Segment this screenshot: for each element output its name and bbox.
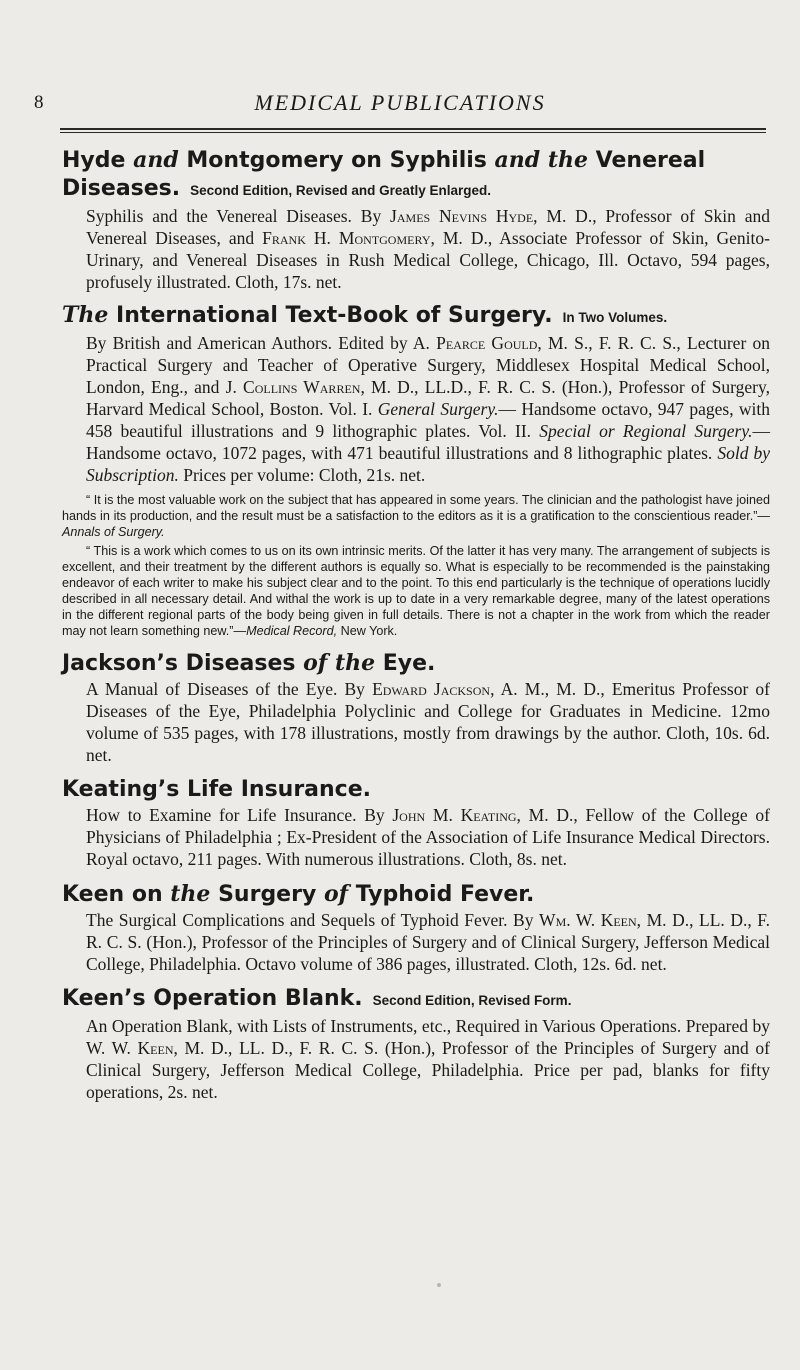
volume-title: Special or Regional Surgery.	[539, 421, 753, 441]
text-run: , M. D., Associate Professor of Skin, Genito-Urinary, and Venereal Diseases in Rush Medical College, Chicago, Ill. Octavo, 594 pages, profusely illustrated. Cloth, 17s. net.	[86, 228, 770, 292]
text-run: How to Examine for Life Insurance. By	[86, 805, 393, 825]
edition-note: Second Edition, Revised Form.	[372, 993, 572, 1008]
entry-international-text-book	[62, 301, 770, 639]
running-head: MEDICAL PUBLICATIONS	[254, 90, 546, 115]
heading-part: International Text-Book of Surgery.	[108, 303, 553, 328]
text-run: By British and American Authors. Edited by A.	[86, 333, 437, 353]
text-run: , M. D., LL. D., F. R. C. S. (Hon.), Professor of the Principles of Surgery and of Clinical Surgery, Jefferson Medical College, Philadelphia. Price per pad, blanks for fifty operations, 2s. net.	[86, 1038, 770, 1102]
entry-keen-typhoid	[62, 880, 770, 975]
entry-keen-operation-blank	[62, 985, 770, 1103]
entry-hyde-montgomery	[62, 146, 770, 293]
entry-description	[86, 678, 770, 766]
text-run: A Manual of Diseases of the Eye. By	[86, 679, 373, 699]
text-run: , M. D., LL. D., F. R. C. S. (Hon.), Professor of the Principles of Surgery and of Clinical Surgery, Jefferson Medical College, Philadelphia. Octavo volume of 386 pages, illustrated. Cloth, 12s. 6d. net.	[86, 910, 771, 974]
heading-part: Jackson’s Diseases	[62, 651, 304, 676]
text-run: , M. S., F. R. C. S., Lecturer on Practical Surgery and Teacher of Operative Surgery, Middlesex Hospital Medical School, London, Eng., and J.	[86, 333, 770, 397]
entry-description	[86, 332, 770, 486]
heading-part: The	[62, 302, 109, 328]
edition-note: Second Edition, Revised and Greatly Enlarged.	[190, 183, 491, 198]
author-name: Frank H. Montgomery	[262, 228, 431, 248]
heading-part	[327, 651, 335, 676]
text-run: , M. D., LL.D., F. R. C. S. (Hon.), Professor of Surgery, Harvard Medical School, Boston. Vol. I.	[86, 377, 770, 419]
text-run: —Handsome octavo, 1072 pages, with 471 beautiful illustrations and 8 lithographic plates.	[86, 421, 770, 463]
author-name: James Nevins Hyde	[390, 206, 534, 226]
entry-heading	[62, 649, 770, 678]
heading-part: Surgery	[210, 882, 324, 907]
heading-part: Keen on	[62, 882, 171, 907]
edition-note: In Two Volumes.	[562, 310, 668, 325]
text-run: — Handsome octavo, 947 pages, with 458 beautiful illustrations and 9 lithographic plates. Vol. II.	[86, 399, 770, 441]
heading-part: Hyde	[62, 148, 134, 173]
entry-heading: Keating’s Life Insurance.	[62, 777, 371, 802]
heading-part: Eye.	[375, 651, 436, 676]
text-run: The Surgical Complications and Sequels of Typhoid Fever. By	[86, 910, 540, 930]
entry-heading	[62, 301, 770, 332]
volume-title: General Surgery.	[377, 399, 499, 419]
page-number: 8	[34, 92, 44, 113]
entry-description	[86, 1015, 770, 1103]
heading-part: Typhoid Fever.	[348, 882, 535, 907]
subscription-note: Sold by Subscription.	[86, 443, 770, 485]
entry-heading	[62, 880, 770, 909]
heading-part: and	[133, 147, 179, 173]
author-name: Keen	[137, 1038, 174, 1058]
quote-source: Annals of Surgery.	[62, 525, 165, 539]
heading-part: of	[303, 650, 328, 676]
entry-heading	[62, 146, 770, 205]
header-rule-thin	[60, 132, 766, 133]
heading-part: Montgomery on Syphilis	[178, 148, 495, 173]
heading-part: Keen’s Operation Blank.	[62, 986, 363, 1011]
quote-source: Medical Record,	[246, 624, 338, 638]
author-name: Wm. W. Keen	[539, 910, 637, 930]
quote-text: “ This is a work which comes to us on its own intrinsic merits. Of the latter it has very many. The arrangement of subjects is excellent, and their treatment by the different authors is equally so. What is especially to be recommended is the painstaking endeavor of each writer to make his subject clear and to the point. To this end particularly is the technique of operations lucidly described in all necessary detail. And withal the work is up to date in a very remarkable degree, many of the latest operations in the different regional parts of the body being given in full details. There is not a chapter in the work from which the reader may not learn something new.”—	[62, 544, 770, 638]
review-quote	[62, 492, 770, 540]
heading-part: the	[334, 650, 376, 676]
quote-text: “ It is the most valuable work on the subject that has appeared in some years. The clinician and the pathologist have joined hands in its production, and the result must be a satisfaction to the editors as it is a gratification to the conscientious reader.”—	[62, 493, 770, 523]
author-name: Edward Jackson	[372, 679, 491, 699]
heading-part: of	[323, 881, 349, 907]
text-run: , M. D., Professor of Skin and Venereal Diseases, and	[86, 206, 771, 248]
text-run: Prices per volume: Cloth, 21s. net.	[178, 465, 426, 485]
entry-description	[86, 909, 770, 975]
author-name: Pearce Gould	[436, 333, 538, 353]
heading-part: and	[494, 147, 541, 173]
entry-keating-insurance	[62, 776, 770, 870]
entry-description	[86, 804, 770, 870]
review-quote	[62, 543, 770, 639]
author-name: Collins Warren	[243, 377, 361, 397]
text-run: , A. M., M. D., Emeritus Professor of Diseases of the Eye, Philadelphia Polyclinic and College for Graduates in Medicine. 12mo volume of 535 pages, with 178 illustrations, mostly from drawings by the author. Cloth, 10s. 6d. net.	[86, 679, 771, 765]
entry-description	[86, 205, 770, 293]
text-run: , M. D., Fellow of the College of Physicians of Philadelphia ; Ex-President of the Association of Life Insurance Medical Directors. Royal octavo, 211 pages. With numerous illustrations. Cloth, 8s. net.	[86, 805, 770, 869]
text-run: An Operation Blank, with Lists of Instruments, etc., Required in Various Operations. Prepared by W. W.	[86, 1016, 770, 1058]
page-content	[62, 140, 770, 1103]
header-rule	[60, 128, 766, 130]
author-name: John M. Keating	[392, 805, 517, 825]
entry-heading	[62, 985, 770, 1015]
heading-part: the	[540, 147, 589, 173]
heading-part: Venereal Diseases.	[62, 148, 706, 201]
entry-jackson-eye	[62, 649, 770, 766]
quote-source-place: New York.	[337, 624, 398, 638]
paper-speck	[437, 1283, 441, 1287]
text-run: Syphilis and the Venereal Diseases. By	[86, 206, 391, 226]
heading-part: the	[170, 881, 211, 907]
